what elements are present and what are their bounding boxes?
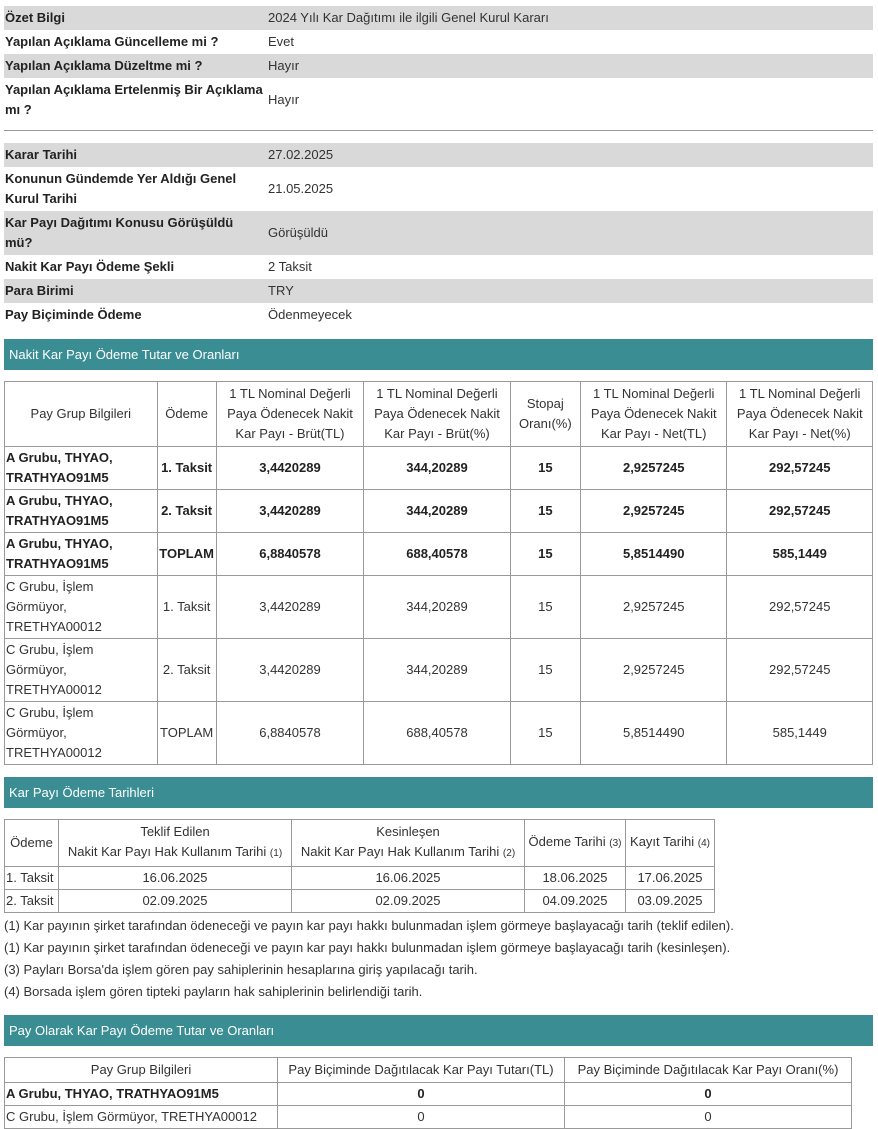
details-label: Konunun Gündemde Yer Aldığı Genel Kurul Tarihi: [5, 171, 237, 206]
table-row: [5, 490, 873, 533]
details-table: [4, 143, 873, 327]
summary-row: [4, 30, 873, 54]
details-label: Pay Biçiminde Ödeme: [5, 307, 142, 322]
cash-section-header: Nakit Kar Payı Ödeme Tutar ve Oranları: [4, 339, 873, 370]
details-row: [4, 143, 873, 167]
table-row: [5, 447, 873, 490]
column-header: Pay Grup Bilgileri: [5, 1058, 278, 1083]
header-top: Kesinleşen: [376, 824, 440, 839]
footnote: (1) Kar payının şirket tarafından ödeneceği ve payın kar payı hakkı bulunmadan işlem görmeye başlayacağı tarih (kesinleşen).: [4, 940, 731, 955]
summary-table: [4, 6, 873, 122]
summary-value: Hayır: [268, 92, 300, 107]
payment-cell: 2. Taksit: [157, 639, 216, 702]
withholding-cell: 15: [510, 490, 580, 533]
table-row: [5, 867, 715, 890]
payment-cell: 1. Taksit: [157, 576, 216, 639]
details-label: Nakit Kar Payı Ödeme Şekli: [5, 259, 175, 274]
column-header: Pay Biçiminde Dağıtılacak Kar Payı Tutarı(TL): [278, 1058, 565, 1083]
details-value: 27.02.2025: [264, 143, 873, 167]
summary-value: Hayır: [264, 54, 873, 78]
table-header-row: [5, 382, 873, 447]
summary-label: Yapılan Açıklama Ertelenmiş Bir Açıklama mı ?: [5, 82, 263, 117]
header-bottom: Nakit Kar Payı Hak Kullanım Tarihi: [300, 844, 500, 859]
net-pct-cell: 292,57245: [727, 576, 873, 639]
share-section-header: Pay Olarak Kar Payı Ödeme Tutar ve Oranları: [4, 1015, 873, 1046]
payment-dates-table: [4, 819, 715, 913]
header-top: Teklif Edilen: [140, 824, 210, 839]
payment-cell: TOPLAM: [157, 533, 216, 576]
group-cell: C Grubu, İşlem Görmüyor, TRETHYA00012: [5, 639, 158, 702]
column-header: [59, 820, 292, 867]
withholding-cell: 15: [510, 639, 580, 702]
footnote: (3) Payları Borsa'da işlem gören pay sahiplerinin hesaplarına giriş yapılacağı tarih.: [4, 962, 478, 977]
summary-value: Evet: [268, 34, 295, 49]
summary-row: [4, 78, 873, 122]
summary-value: 2024 Yılı Kar Dağıtımı ile ilgili Genel Kurul Kararı: [264, 6, 873, 30]
ratio-cell: 0: [565, 1106, 852, 1129]
details-value: Görüşüldü: [264, 211, 873, 255]
gross-tl-cell: 3,4420289: [216, 639, 364, 702]
payment-cell: 2. Taksit: [157, 490, 216, 533]
details-value: 21.05.2025: [268, 181, 334, 196]
net-tl-cell: 5,8514490: [580, 702, 727, 765]
column-header: [292, 820, 525, 867]
column-header: 1 TL Nominal Değerli Paya Ödenecek Nakit Kar Payı - Brüt(%): [364, 382, 511, 447]
final-date-cell: 02.09.2025: [292, 890, 525, 913]
net-tl-cell: 2,9257245: [580, 576, 727, 639]
column-header: [626, 820, 715, 867]
header-label: Ödeme Tarihi: [528, 834, 606, 849]
column-header: [525, 820, 626, 867]
gross-tl-cell: 6,8840578: [216, 702, 364, 765]
amount-cell: 0: [278, 1083, 565, 1106]
net-pct-cell: 292,57245: [727, 447, 873, 490]
dates-section-header: Kar Payı Ödeme Tarihleri: [4, 777, 873, 808]
divider: [4, 130, 873, 131]
footnote-ref: (3): [609, 838, 622, 849]
net-tl-cell: 2,9257245: [580, 490, 727, 533]
share-dividend-table: [4, 1057, 852, 1129]
details-label: Kar Payı Dağıtımı Konusu Görüşüldü mü?: [4, 211, 264, 255]
details-row: [4, 303, 873, 327]
column-header: Stopaj Oranı(%): [510, 382, 580, 447]
group-cell: A Grubu, THYAO, TRATHYAO91M5: [5, 447, 158, 490]
withholding-cell: 15: [510, 702, 580, 765]
summary-label: Özet Bilgi: [4, 6, 264, 30]
table-header-row: [5, 1058, 852, 1083]
net-pct-cell: 292,57245: [727, 639, 873, 702]
details-label: Karar Tarihi: [4, 143, 264, 167]
column-header: 1 TL Nominal Değerli Paya Ödenecek Nakit Kar Payı - Brüt(TL): [216, 382, 364, 447]
amount-cell: 0: [278, 1106, 565, 1129]
summary-row: [4, 54, 873, 78]
net-tl-cell: 5,8514490: [580, 533, 727, 576]
details-row: [4, 279, 873, 303]
footnote-ref: (2): [502, 848, 516, 859]
column-header: Ödeme: [157, 382, 216, 447]
final-date-cell: 16.06.2025: [292, 867, 525, 890]
details-value: Ödenmeyecek: [268, 307, 352, 322]
record-date-cell: 03.09.2025: [626, 890, 715, 913]
table-row: [5, 533, 873, 576]
details-value: TRY: [264, 279, 873, 303]
header-label: Kayıt Tarihi: [630, 834, 695, 849]
group-cell: A Grubu, THYAO, TRATHYAO91M5: [5, 1083, 278, 1106]
payment-cell: 2. Taksit: [5, 890, 59, 913]
net-tl-cell: 2,9257245: [580, 639, 727, 702]
withholding-cell: 15: [510, 576, 580, 639]
group-cell: A Grubu, THYAO, TRATHYAO91M5: [5, 533, 158, 576]
gross-pct-cell: 344,20289: [364, 576, 511, 639]
details-row: [4, 211, 873, 255]
net-pct-cell: 585,1449: [727, 702, 873, 765]
gross-tl-cell: 3,4420289: [216, 490, 364, 533]
payment-cell: 1. Taksit: [5, 867, 59, 890]
payment-cell: 1. Taksit: [157, 447, 216, 490]
gross-pct-cell: 344,20289: [364, 639, 511, 702]
gross-pct-cell: 688,40578: [364, 533, 511, 576]
details-row: [4, 167, 873, 211]
table-header-row: [5, 820, 715, 867]
details-value: 2 Taksit: [268, 259, 312, 274]
column-header: Pay Biçiminde Dağıtılacak Kar Payı Oranı(%): [565, 1058, 852, 1083]
footnotes: [4, 915, 873, 1003]
details-label: Para Birimi: [4, 279, 264, 303]
footnote: (4) Borsada işlem gören tipteki payların hak sahiplerinin belirlendiği tarih.: [4, 984, 423, 999]
gross-tl-cell: 6,8840578: [216, 533, 364, 576]
table-row: [5, 890, 715, 913]
details-row: [4, 255, 873, 279]
ratio-cell: 0: [565, 1083, 852, 1106]
pay-date-cell: 04.09.2025: [525, 890, 626, 913]
summary-label: Yapılan Açıklama Güncelleme mi ?: [5, 34, 219, 49]
column-header: 1 TL Nominal Değerli Paya Ödenecek Nakit Kar Payı - Net(%): [727, 382, 873, 447]
group-cell: C Grubu, İşlem Görmüyor, TRETHYA00012: [5, 702, 158, 765]
cash-dividend-table: [4, 381, 873, 765]
withholding-cell: 15: [510, 447, 580, 490]
summary-row: [4, 6, 873, 30]
column-header: Pay Grup Bilgileri: [5, 382, 158, 447]
table-row: [5, 576, 873, 639]
gross-tl-cell: 3,4420289: [216, 447, 364, 490]
column-header: Ödeme: [5, 820, 59, 867]
proposed-date-cell: 02.09.2025: [59, 890, 292, 913]
net-pct-cell: 585,1449: [727, 533, 873, 576]
payment-cell: TOPLAM: [157, 702, 216, 765]
table-row: [5, 1083, 852, 1106]
summary-label: Yapılan Açıklama Düzeltme mi ?: [4, 54, 264, 78]
group-cell: C Grubu, İşlem Görmüyor, TRETHYA00012: [5, 576, 158, 639]
pay-date-cell: 18.06.2025: [525, 867, 626, 890]
footnote-ref: (4): [697, 838, 710, 849]
net-tl-cell: 2,9257245: [580, 447, 727, 490]
gross-pct-cell: 344,20289: [364, 447, 511, 490]
gross-pct-cell: 688,40578: [364, 702, 511, 765]
net-pct-cell: 292,57245: [727, 490, 873, 533]
group-cell: C Grubu, İşlem Görmüyor, TRETHYA00012: [5, 1106, 278, 1129]
footnote: (1) Kar payının şirket tarafından ödeneceği ve payın kar payı hakkı bulunmadan işlem görmeye başlayacağı tarih (teklif edilen).: [4, 918, 734, 933]
gross-tl-cell: 3,4420289: [216, 576, 364, 639]
header-bottom: Nakit Kar Payı Hak Kullanım Tarihi: [67, 844, 267, 859]
withholding-cell: 15: [510, 533, 580, 576]
record-date-cell: 17.06.2025: [626, 867, 715, 890]
footnote-ref: (1): [269, 848, 283, 859]
table-row: [5, 639, 873, 702]
table-row: [5, 702, 873, 765]
group-cell: A Grubu, THYAO, TRATHYAO91M5: [5, 490, 158, 533]
page: [4, 6, 873, 1129]
column-header: 1 TL Nominal Değerli Paya Ödenecek Nakit Kar Payı - Net(TL): [580, 382, 727, 447]
gross-pct-cell: 344,20289: [364, 490, 511, 533]
proposed-date-cell: 16.06.2025: [59, 867, 292, 890]
